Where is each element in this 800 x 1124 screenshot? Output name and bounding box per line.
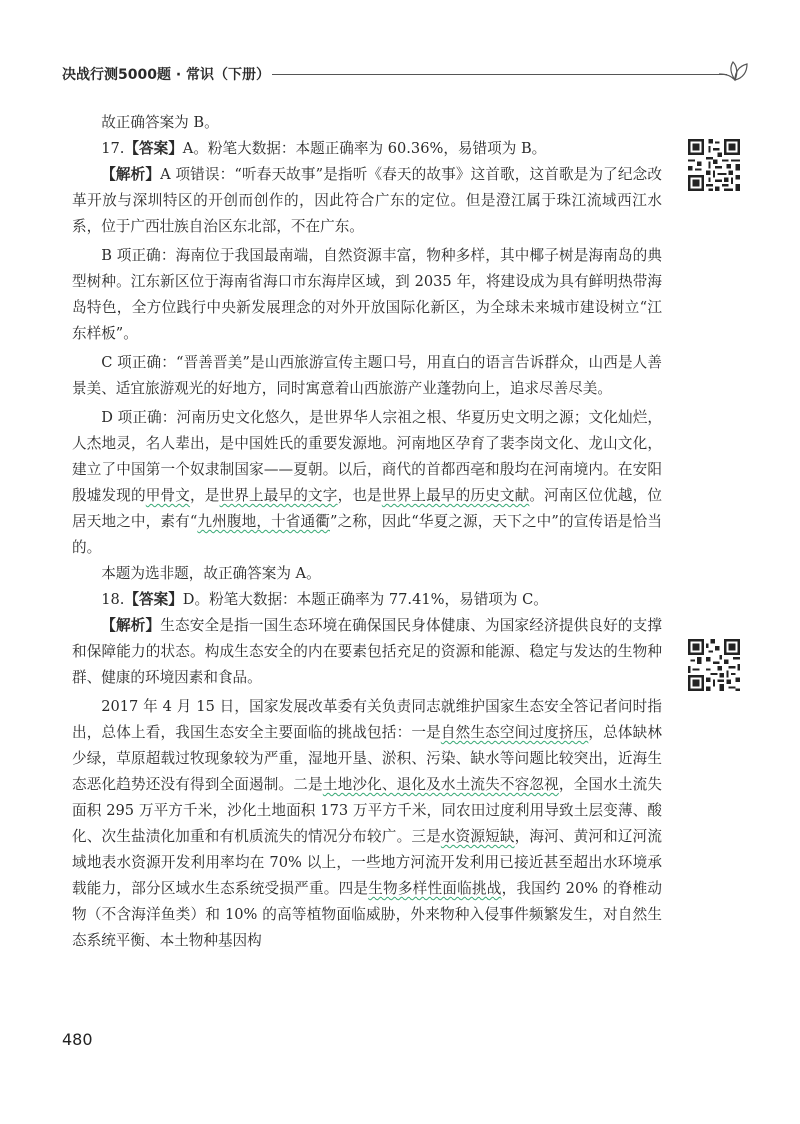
text-span: ，全国水土流失面积 295 万平方千米，沙化土地面积 173 万平方千米，同农田过度利用导致土层变薄、酸化、次生盐渍化加重和有机质流失的情况分布较广。三是 xyxy=(72,776,662,845)
conclusion-17: 本题为选非题，故正确答案为 A。 xyxy=(101,565,321,582)
answer-text: D。粉笔大数据：本题正确率为 77.41%，易错项为 C。 xyxy=(182,591,548,608)
header-rule xyxy=(272,74,727,75)
answer-text: A。粉笔大数据：本题正确率为 60.36%，易错项为 B。 xyxy=(182,140,547,157)
option-b-explanation: B 项正确：海南位于我国最南端，自然资源丰富，物种多样，其中椰子树是海南岛的典型树种。江东新区位于海南省海口市东海岸区域，到 2035 年，将建设成为具有鲜明热带海岛特色，全方位践行中央新发展理念的对外开放国际化新区，为全球未来城市建设树立“江东样板”。 xyxy=(72,247,662,342)
option-c-explanation: C 项正确：“晋善晋美”是山西旅游宣传主题口号，用直白的语言告诉群众，山西是人善景美、适宜旅游观光的好地方，同时寓意着山西旅游产业蓬勃向上，追求尽善尽美。 xyxy=(72,354,662,397)
page-number: 480 xyxy=(62,1030,93,1049)
analysis-tag: 【解析】 xyxy=(101,617,161,634)
highlighted-term: 世界上最早的历史文献 xyxy=(381,487,530,504)
analysis-text: A 项错误：“听春天故事”是指听《春天的故事》这首歌，这首歌是为了纪念改革开放与深圳特区的开创而创作的，因此符合广东的定位。但是澄江属于珠江流域西江水系，位于广西壮族自治区东北部，不在广东。 xyxy=(72,166,662,235)
highlighted-term: 自然生态空间过度挤压 xyxy=(440,724,589,741)
main-content xyxy=(72,110,662,954)
text-span: D 项正确：河南历史文化悠久，是世界华人宗祖之根、华夏历史文明之源；文化灿烂，人杰地灵，名人辈出，是中国姓氏的重要发源地。河南地区孕育了裴李岗文化、龙山文化，建立了中国第一个奴隶制国家——夏朝。以后，商代的首都西亳和殷均在河南境内。在安阳殷墟发现的 xyxy=(72,409,662,504)
option-d-explanation xyxy=(72,405,662,561)
highlighted-term: 土地沙化、退化及水土流失不容忽视 xyxy=(322,776,559,793)
analysis-18 xyxy=(72,613,662,691)
answer-line-18 xyxy=(72,587,662,613)
text-span: ，也是 xyxy=(337,487,382,504)
analysis-text: 生态安全是指一国生态环境在确保国民身体健康、为国家经济提供良好的支撑和保障能力的状态。构成生态安全的内在要素包括充足的资源和能源、稳定与发达的生物种群、健康的环境因素和食品。 xyxy=(72,617,662,686)
paragraph: 故正确答案为 B。 xyxy=(101,114,219,131)
book-title: 决战行测5000题 · 常识（下册） xyxy=(62,67,271,83)
analysis-tag: 【解析】 xyxy=(101,166,161,183)
text-span: ，总体缺林少绿，草原超载过牧现象较为严重，湿地开垦、淤积、污染、缺水等问题比较突出，近海生态恶化趋势还没有得到全面遏制。二是 xyxy=(72,724,662,793)
answer-tag: 【答案】 xyxy=(124,591,183,608)
text-span: ，是 xyxy=(190,487,220,504)
highlighted-term: 甲骨文 xyxy=(145,487,191,504)
text-span: 。河南区位优越，位居天地之中，素有“ xyxy=(72,487,662,530)
text-span: ，海河、黄河和辽河流域地表水资源开发利用率均在 70% 以上，一些地方河流开发利用已接近甚至超出水环境承载能力，部分区域水生态系统受损严重。四是 xyxy=(72,828,662,897)
qr-code-icon[interactable] xyxy=(686,637,742,693)
answer-line-17 xyxy=(72,136,662,162)
challenges-paragraph xyxy=(72,694,662,954)
page-header xyxy=(62,58,752,98)
highlighted-term: 生物多样性面临挑战 xyxy=(368,880,502,897)
question-number: 18. xyxy=(101,591,125,608)
text-span: ，我国约 20% 的脊椎动物（不含海洋鱼类）和 10% 的高等植物面临威胁，外来物种入侵事件频繁发生，对自然生态系统平衡、本土物种基因构 xyxy=(72,880,662,949)
qr-code-icon[interactable] xyxy=(686,137,742,193)
sprout-leaf-icon xyxy=(717,58,751,88)
highlighted-term: 九州腹地，十省通衢 xyxy=(197,513,330,530)
question-number: 17. xyxy=(101,140,125,157)
highlighted-term: 世界上最早的文字 xyxy=(219,487,338,504)
answer-tag: 【答案】 xyxy=(124,140,183,157)
text-span: 2017 年 4 月 15 日，国家发展改革委有关负责同志就维护国家生态安全答记者问时指出，总体上看，我国生态安全主要面临的挑战包括：一是 xyxy=(72,698,662,741)
text-span: ”之称，因此“华夏之源，天下之中”的宣传语是恰当的。 xyxy=(72,513,662,556)
highlighted-term: 水资源短缺 xyxy=(440,828,515,845)
analysis-17 xyxy=(72,162,662,240)
